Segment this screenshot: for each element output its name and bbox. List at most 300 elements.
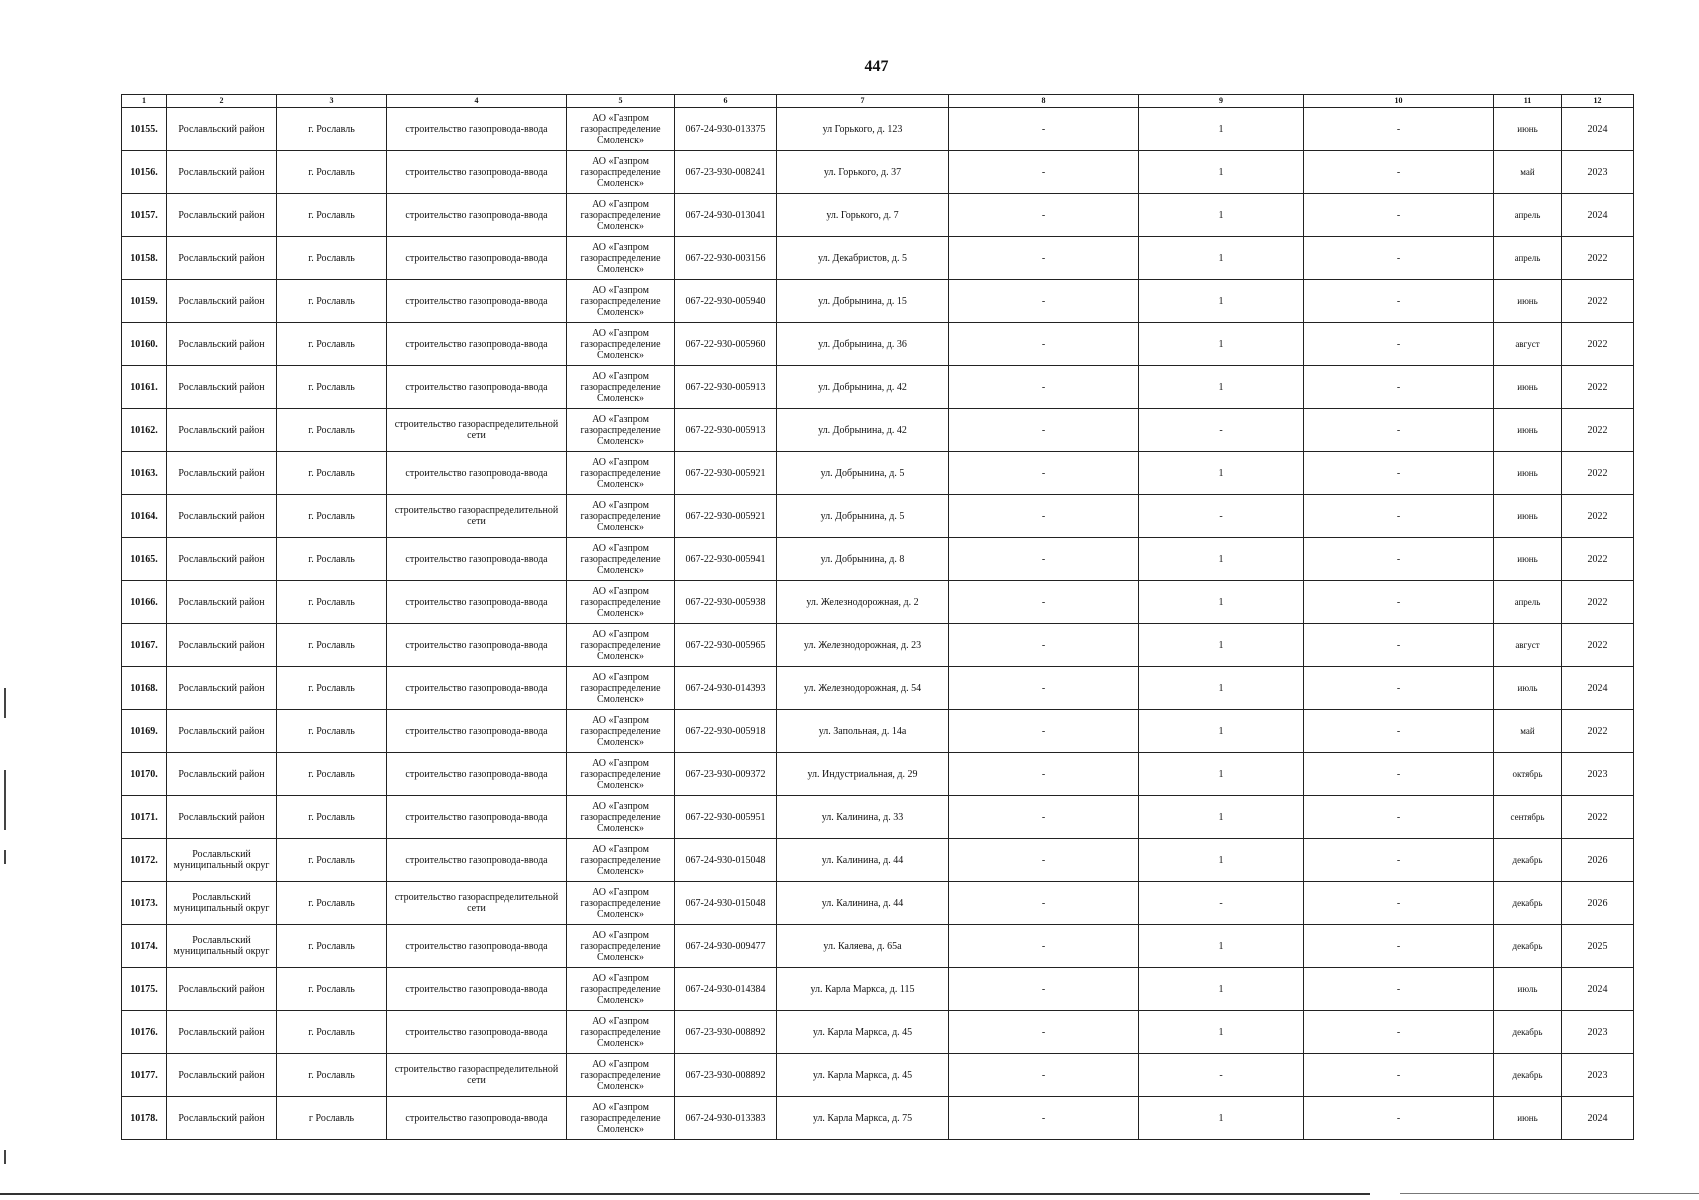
- column-10-cell: -: [1304, 366, 1494, 409]
- address-cell: ул. Карла Маркса, д. 75: [777, 1097, 949, 1140]
- column-10-cell: -: [1304, 194, 1494, 237]
- row-number: 10178.: [122, 1097, 167, 1140]
- district-cell: Рославльский район: [167, 237, 277, 280]
- table-row: [122, 882, 1634, 925]
- column-10-cell: -: [1304, 452, 1494, 495]
- owner-cell: АО «Газпром газораспределение Смоленск»: [567, 323, 675, 366]
- work-type-cell: строительство газопровода-ввода: [387, 624, 567, 667]
- column-10-cell: -: [1304, 323, 1494, 366]
- column-header: 3: [277, 95, 387, 108]
- row-number: 10161.: [122, 366, 167, 409]
- row-number: 10159.: [122, 280, 167, 323]
- row-number: 10157.: [122, 194, 167, 237]
- owner-cell: АО «Газпром газораспределение Смоленск»: [567, 1054, 675, 1097]
- registry-code-cell: 067-24-930-013041: [675, 194, 777, 237]
- owner-cell: АО «Газпром газораспределение Смоленск»: [567, 151, 675, 194]
- table-row: [122, 366, 1634, 409]
- table-body: [122, 108, 1634, 1140]
- column-8-cell: -: [949, 1054, 1139, 1097]
- work-type-cell: строительство газопровода-ввода: [387, 796, 567, 839]
- owner-cell: АО «Газпром газораспределение Смоленск»: [567, 882, 675, 925]
- year-cell: 2022: [1562, 538, 1634, 581]
- column-9-cell: -: [1139, 409, 1304, 452]
- column-10-cell: -: [1304, 1097, 1494, 1140]
- work-type-cell: строительство газопровода-ввода: [387, 237, 567, 280]
- column-10-cell: -: [1304, 409, 1494, 452]
- city-cell: г. Рославль: [277, 452, 387, 495]
- registry-code-cell: 067-24-930-014393: [675, 667, 777, 710]
- row-number: 10175.: [122, 968, 167, 1011]
- column-10-cell: -: [1304, 1054, 1494, 1097]
- table-row: [122, 409, 1634, 452]
- work-type-cell: строительство газораспределительной сети: [387, 882, 567, 925]
- registry-code-cell: 067-23-930-008892: [675, 1054, 777, 1097]
- year-cell: 2023: [1562, 1011, 1634, 1054]
- row-number: 10176.: [122, 1011, 167, 1054]
- registry-code-cell: 067-22-930-005913: [675, 366, 777, 409]
- column-9-cell: 1: [1139, 280, 1304, 323]
- row-number: 10174.: [122, 925, 167, 968]
- column-9-cell: -: [1139, 1054, 1304, 1097]
- district-cell: Рославльский район: [167, 753, 277, 796]
- work-type-cell: строительство газораспределительной сети: [387, 409, 567, 452]
- district-cell: Рославльский район: [167, 323, 277, 366]
- page-bottom-rule-right: [1400, 1193, 1699, 1194]
- year-cell: 2022: [1562, 452, 1634, 495]
- column-8-cell: -: [949, 108, 1139, 151]
- address-cell: ул Горького, д. 123: [777, 108, 949, 151]
- column-10-cell: -: [1304, 839, 1494, 882]
- year-cell: 2022: [1562, 323, 1634, 366]
- city-cell: г. Рославль: [277, 323, 387, 366]
- owner-cell: АО «Газпром газораспределение Смоленск»: [567, 280, 675, 323]
- work-type-cell: строительство газопровода-ввода: [387, 280, 567, 323]
- month-cell: май: [1494, 151, 1562, 194]
- owner-cell: АО «Газпром газораспределение Смоленск»: [567, 710, 675, 753]
- address-cell: ул. Горького, д. 37: [777, 151, 949, 194]
- table-row: [122, 1097, 1634, 1140]
- scan-edge-mark: [4, 770, 6, 830]
- table-row: [122, 667, 1634, 710]
- row-number: 10177.: [122, 1054, 167, 1097]
- column-8-cell: -: [949, 796, 1139, 839]
- table-row: [122, 538, 1634, 581]
- row-number: 10164.: [122, 495, 167, 538]
- work-type-cell: строительство газопровода-ввода: [387, 667, 567, 710]
- owner-cell: АО «Газпром газораспределение Смоленск»: [567, 366, 675, 409]
- row-number: 10170.: [122, 753, 167, 796]
- table-row: [122, 194, 1634, 237]
- year-cell: 2022: [1562, 581, 1634, 624]
- work-type-cell: строительство газопровода-ввода: [387, 452, 567, 495]
- month-cell: май: [1494, 710, 1562, 753]
- owner-cell: АО «Газпром газораспределение Смоленск»: [567, 452, 675, 495]
- column-10-cell: -: [1304, 753, 1494, 796]
- district-cell: Рославльский район: [167, 1097, 277, 1140]
- column-header: 11: [1494, 95, 1562, 108]
- district-cell: Рославльский район: [167, 452, 277, 495]
- column-9-cell: 1: [1139, 194, 1304, 237]
- table-row: [122, 495, 1634, 538]
- column-9-cell: 1: [1139, 366, 1304, 409]
- month-cell: июнь: [1494, 409, 1562, 452]
- registry-code-cell: 067-22-930-005918: [675, 710, 777, 753]
- owner-cell: АО «Газпром газораспределение Смоленск»: [567, 237, 675, 280]
- year-cell: 2026: [1562, 839, 1634, 882]
- column-9-cell: 1: [1139, 624, 1304, 667]
- district-cell: Рославльский район: [167, 1011, 277, 1054]
- work-type-cell: строительство газопровода-ввода: [387, 710, 567, 753]
- address-cell: ул. Каляева, д. 65а: [777, 925, 949, 968]
- column-9-cell: 1: [1139, 1011, 1304, 1054]
- column-header: 8: [949, 95, 1139, 108]
- owner-cell: АО «Газпром газораспределение Смоленск»: [567, 796, 675, 839]
- row-number: 10160.: [122, 323, 167, 366]
- owner-cell: АО «Газпром газораспределение Смоленск»: [567, 581, 675, 624]
- district-cell: Рославльский район: [167, 581, 277, 624]
- column-9-cell: 1: [1139, 237, 1304, 280]
- work-type-cell: строительство газопровода-ввода: [387, 108, 567, 151]
- registry-code-cell: 067-24-930-009477: [675, 925, 777, 968]
- address-cell: ул. Индустриальная, д. 29: [777, 753, 949, 796]
- year-cell: 2022: [1562, 280, 1634, 323]
- column-header: 4: [387, 95, 567, 108]
- column-header: 5: [567, 95, 675, 108]
- work-type-cell: строительство газораспределительной сети: [387, 495, 567, 538]
- owner-cell: АО «Газпром газораспределение Смоленск»: [567, 538, 675, 581]
- month-cell: апрель: [1494, 194, 1562, 237]
- registry-code-cell: 067-22-930-005913: [675, 409, 777, 452]
- column-9-cell: 1: [1139, 581, 1304, 624]
- column-header: 1: [122, 95, 167, 108]
- table-row: [122, 237, 1634, 280]
- row-number: 10163.: [122, 452, 167, 495]
- city-cell: г. Рославль: [277, 1054, 387, 1097]
- table-row: [122, 452, 1634, 495]
- owner-cell: АО «Газпром газораспределение Смоленск»: [567, 495, 675, 538]
- work-type-cell: строительство газопровода-ввода: [387, 968, 567, 1011]
- column-8-cell: -: [949, 452, 1139, 495]
- registry-code-cell: 067-24-930-013383: [675, 1097, 777, 1140]
- row-number: 10168.: [122, 667, 167, 710]
- month-cell: август: [1494, 323, 1562, 366]
- year-cell: 2026: [1562, 882, 1634, 925]
- column-10-cell: -: [1304, 108, 1494, 151]
- work-type-cell: строительство газопровода-ввода: [387, 1097, 567, 1140]
- district-cell: Рославльский муниципальный округ: [167, 882, 277, 925]
- registry-code-cell: 067-24-930-015048: [675, 839, 777, 882]
- year-cell: 2024: [1562, 108, 1634, 151]
- column-8-cell: -: [949, 194, 1139, 237]
- column-9-cell: 1: [1139, 753, 1304, 796]
- column-8-cell: -: [949, 1011, 1139, 1054]
- column-9-cell: 1: [1139, 538, 1304, 581]
- column-10-cell: -: [1304, 237, 1494, 280]
- table-row: [122, 710, 1634, 753]
- column-8-cell: -: [949, 237, 1139, 280]
- city-cell: г. Рославль: [277, 667, 387, 710]
- district-cell: Рославльский район: [167, 108, 277, 151]
- table-row: [122, 925, 1634, 968]
- column-8-cell: -: [949, 753, 1139, 796]
- month-cell: сентябрь: [1494, 796, 1562, 839]
- address-cell: ул. Калинина, д. 44: [777, 882, 949, 925]
- city-cell: г. Рославль: [277, 796, 387, 839]
- column-9-cell: 1: [1139, 108, 1304, 151]
- table-row: [122, 323, 1634, 366]
- row-number: 10162.: [122, 409, 167, 452]
- scan-edge-mark: [4, 850, 6, 864]
- year-cell: 2023: [1562, 753, 1634, 796]
- column-9-cell: 1: [1139, 839, 1304, 882]
- address-cell: ул. Запольная, д. 14а: [777, 710, 949, 753]
- table-row: [122, 968, 1634, 1011]
- work-type-cell: строительство газопровода-ввода: [387, 194, 567, 237]
- page-number: 447: [864, 58, 889, 75]
- owner-cell: АО «Газпром газораспределение Смоленск»: [567, 409, 675, 452]
- column-9-cell: 1: [1139, 968, 1304, 1011]
- city-cell: г. Рославль: [277, 968, 387, 1011]
- registry-code-cell: 067-23-930-008892: [675, 1011, 777, 1054]
- month-cell: декабрь: [1494, 839, 1562, 882]
- column-10-cell: -: [1304, 882, 1494, 925]
- district-cell: Рославльский район: [167, 538, 277, 581]
- district-cell: Рославльский район: [167, 280, 277, 323]
- year-cell: 2022: [1562, 495, 1634, 538]
- column-10-cell: -: [1304, 581, 1494, 624]
- address-cell: ул. Декабристов, д. 5: [777, 237, 949, 280]
- registry-code-cell: 067-23-930-009372: [675, 753, 777, 796]
- work-type-cell: строительство газопровода-ввода: [387, 1011, 567, 1054]
- district-cell: Рославльский район: [167, 1054, 277, 1097]
- district-cell: Рославльский район: [167, 366, 277, 409]
- column-8-cell: -: [949, 409, 1139, 452]
- district-cell: Рославльский район: [167, 796, 277, 839]
- column-8-cell: -: [949, 667, 1139, 710]
- row-number: 10156.: [122, 151, 167, 194]
- year-cell: 2024: [1562, 194, 1634, 237]
- registry-code-cell: 067-22-930-005951: [675, 796, 777, 839]
- column-header: 2: [167, 95, 277, 108]
- owner-cell: АО «Газпром газораспределение Смоленск»: [567, 108, 675, 151]
- city-cell: г. Рославль: [277, 1011, 387, 1054]
- address-cell: ул. Добрынина, д. 36: [777, 323, 949, 366]
- city-cell: г. Рославль: [277, 280, 387, 323]
- table-row: [122, 624, 1634, 667]
- city-cell: г. Рославль: [277, 710, 387, 753]
- column-9-cell: 1: [1139, 925, 1304, 968]
- district-cell: Рославльский муниципальный округ: [167, 925, 277, 968]
- year-cell: 2023: [1562, 1054, 1634, 1097]
- registry-code-cell: 067-23-930-008241: [675, 151, 777, 194]
- address-cell: ул. Карла Маркса, д. 45: [777, 1011, 949, 1054]
- year-cell: 2022: [1562, 409, 1634, 452]
- year-cell: 2022: [1562, 796, 1634, 839]
- scan-edge-mark: [4, 1150, 6, 1164]
- column-8-cell: -: [949, 882, 1139, 925]
- column-9-cell: 1: [1139, 667, 1304, 710]
- column-9-cell: 1: [1139, 710, 1304, 753]
- table-row: [122, 280, 1634, 323]
- city-cell: г. Рославль: [277, 753, 387, 796]
- district-cell: Рославльский район: [167, 409, 277, 452]
- city-cell: г. Рославль: [277, 581, 387, 624]
- table-row: [122, 581, 1634, 624]
- registry-code-cell: 067-24-930-014384: [675, 968, 777, 1011]
- column-10-cell: -: [1304, 796, 1494, 839]
- month-cell: декабрь: [1494, 1011, 1562, 1054]
- district-cell: Рославльский район: [167, 194, 277, 237]
- row-number: 10166.: [122, 581, 167, 624]
- year-cell: 2024: [1562, 968, 1634, 1011]
- month-cell: апрель: [1494, 237, 1562, 280]
- work-type-cell: строительство газопровода-ввода: [387, 538, 567, 581]
- district-cell: Рославльский муниципальный округ: [167, 839, 277, 882]
- owner-cell: АО «Газпром газораспределение Смоленск»: [567, 1097, 675, 1140]
- row-number: 10155.: [122, 108, 167, 151]
- work-type-cell: строительство газопровода-ввода: [387, 366, 567, 409]
- month-cell: июль: [1494, 968, 1562, 1011]
- work-type-cell: строительство газопровода-ввода: [387, 323, 567, 366]
- city-cell: г. Рославль: [277, 151, 387, 194]
- month-cell: апрель: [1494, 581, 1562, 624]
- column-header: 7: [777, 95, 949, 108]
- year-cell: 2022: [1562, 624, 1634, 667]
- work-type-cell: строительство газопровода-ввода: [387, 151, 567, 194]
- column-9-cell: -: [1139, 882, 1304, 925]
- city-cell: г. Рославль: [277, 882, 387, 925]
- table-row: [122, 839, 1634, 882]
- table-row: [122, 151, 1634, 194]
- city-cell: г. Рославль: [277, 194, 387, 237]
- month-cell: декабрь: [1494, 925, 1562, 968]
- table-row: [122, 753, 1634, 796]
- owner-cell: АО «Газпром газораспределение Смоленск»: [567, 839, 675, 882]
- district-cell: Рославльский район: [167, 495, 277, 538]
- header-row: [122, 95, 1634, 108]
- year-cell: 2024: [1562, 1097, 1634, 1140]
- address-cell: ул. Добрынина, д. 42: [777, 366, 949, 409]
- year-cell: 2024: [1562, 667, 1634, 710]
- city-cell: г. Рославль: [277, 108, 387, 151]
- district-cell: Рославльский район: [167, 667, 277, 710]
- column-10-cell: -: [1304, 495, 1494, 538]
- column-9-cell: 1: [1139, 1097, 1304, 1140]
- work-type-cell: строительство газопровода-ввода: [387, 925, 567, 968]
- column-8-cell: -: [949, 151, 1139, 194]
- city-cell: г. Рославль: [277, 624, 387, 667]
- column-8-cell: -: [949, 968, 1139, 1011]
- work-type-cell: строительство газопровода-ввода: [387, 581, 567, 624]
- year-cell: 2022: [1562, 710, 1634, 753]
- address-cell: ул. Карла Маркса, д. 45: [777, 1054, 949, 1097]
- address-cell: ул. Горького, д. 7: [777, 194, 949, 237]
- year-cell: 2025: [1562, 925, 1634, 968]
- address-cell: ул. Калинина, д. 33: [777, 796, 949, 839]
- month-cell: декабрь: [1494, 1054, 1562, 1097]
- month-cell: июль: [1494, 667, 1562, 710]
- column-10-cell: -: [1304, 538, 1494, 581]
- year-cell: 2023: [1562, 151, 1634, 194]
- city-cell: г. Рославль: [277, 366, 387, 409]
- registry-code-cell: 067-22-930-005940: [675, 280, 777, 323]
- column-8-cell: -: [949, 624, 1139, 667]
- registry-table: [121, 94, 1634, 1140]
- city-cell: г. Рославль: [277, 538, 387, 581]
- owner-cell: АО «Газпром газораспределение Смоленск»: [567, 925, 675, 968]
- column-10-cell: -: [1304, 968, 1494, 1011]
- column-10-cell: -: [1304, 710, 1494, 753]
- work-type-cell: строительство газопровода-ввода: [387, 839, 567, 882]
- row-number: 10173.: [122, 882, 167, 925]
- month-cell: июнь: [1494, 495, 1562, 538]
- work-type-cell: строительство газопровода-ввода: [387, 753, 567, 796]
- address-cell: ул. Добрынина, д. 15: [777, 280, 949, 323]
- column-9-cell: 1: [1139, 323, 1304, 366]
- column-10-cell: -: [1304, 280, 1494, 323]
- city-cell: г. Рославль: [277, 237, 387, 280]
- table-row: [122, 1054, 1634, 1097]
- month-cell: июнь: [1494, 1097, 1562, 1140]
- column-9-cell: 1: [1139, 796, 1304, 839]
- district-cell: Рославльский район: [167, 151, 277, 194]
- row-number: 10171.: [122, 796, 167, 839]
- month-cell: октябрь: [1494, 753, 1562, 796]
- table-row: [122, 1011, 1634, 1054]
- address-cell: ул. Железнодорожная, д. 54: [777, 667, 949, 710]
- column-8-cell: -: [949, 495, 1139, 538]
- column-header: 9: [1139, 95, 1304, 108]
- owner-cell: АО «Газпром газораспределение Смоленск»: [567, 968, 675, 1011]
- page-bottom-rule: [0, 1193, 1370, 1195]
- address-cell: ул. Железнодорожная, д. 2: [777, 581, 949, 624]
- address-cell: ул. Добрынина, д. 42: [777, 409, 949, 452]
- work-type-cell: строительство газораспределительной сети: [387, 1054, 567, 1097]
- month-cell: июнь: [1494, 452, 1562, 495]
- month-cell: август: [1494, 624, 1562, 667]
- address-cell: ул. Добрынина, д. 5: [777, 495, 949, 538]
- registry-code-cell: 067-24-930-013375: [675, 108, 777, 151]
- registry-code-cell: 067-22-930-005941: [675, 538, 777, 581]
- column-10-cell: -: [1304, 667, 1494, 710]
- scan-edge-mark: [4, 688, 6, 718]
- row-number: 10165.: [122, 538, 167, 581]
- row-number: 10172.: [122, 839, 167, 882]
- column-8-cell: -: [949, 710, 1139, 753]
- registry-code-cell: 067-22-930-005938: [675, 581, 777, 624]
- column-10-cell: -: [1304, 1011, 1494, 1054]
- owner-cell: АО «Газпром газораспределение Смоленск»: [567, 194, 675, 237]
- city-cell: г Рославль: [277, 1097, 387, 1140]
- column-header: 12: [1562, 95, 1634, 108]
- city-cell: г. Рославль: [277, 495, 387, 538]
- column-8-cell: -: [949, 366, 1139, 409]
- city-cell: г. Рославль: [277, 925, 387, 968]
- registry-code-cell: 067-24-930-015048: [675, 882, 777, 925]
- month-cell: июнь: [1494, 280, 1562, 323]
- table-row: [122, 108, 1634, 151]
- month-cell: июнь: [1494, 366, 1562, 409]
- column-10-cell: -: [1304, 151, 1494, 194]
- district-cell: Рославльский район: [167, 710, 277, 753]
- city-cell: г. Рославль: [277, 409, 387, 452]
- address-cell: ул. Калинина, д. 44: [777, 839, 949, 882]
- row-number: 10158.: [122, 237, 167, 280]
- month-cell: июнь: [1494, 538, 1562, 581]
- column-8-cell: -: [949, 839, 1139, 882]
- address-cell: ул. Добрынина, д. 8: [777, 538, 949, 581]
- owner-cell: АО «Газпром газораспределение Смоленск»: [567, 1011, 675, 1054]
